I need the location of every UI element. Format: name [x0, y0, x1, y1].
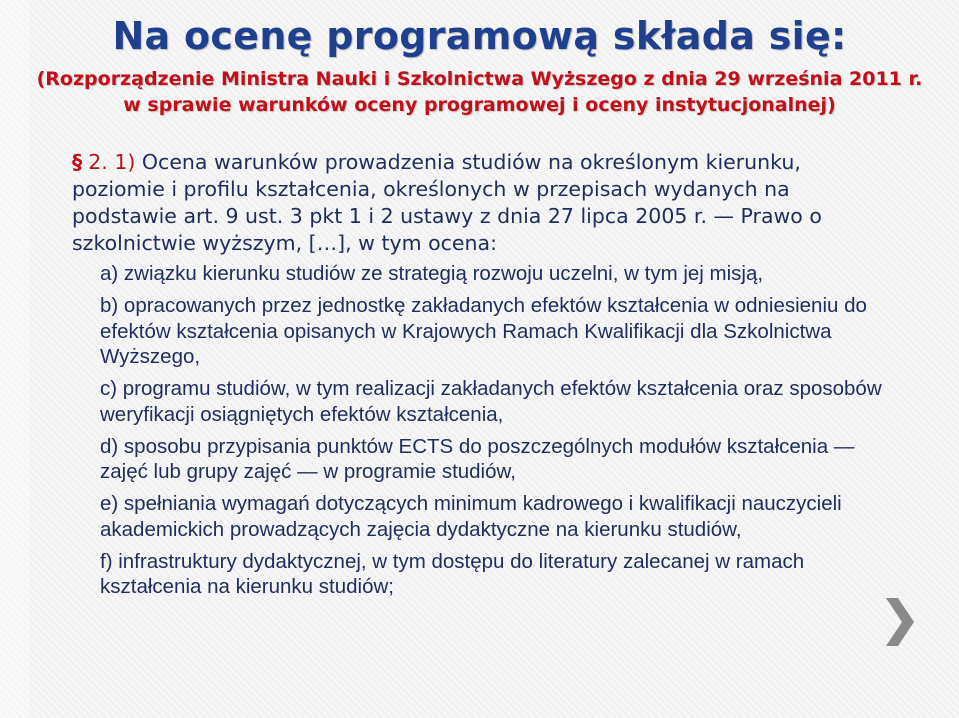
- criteria-list: [100, 261, 882, 600]
- section-number: 2. 1): [88, 150, 136, 174]
- section-sign: §: [72, 150, 83, 174]
- subtitle-line-2: w sprawie warunków oceny programowej i oceny instytucjonalnej): [123, 94, 836, 116]
- intro-text: Ocena warunków prowadzenia studiów na określonym kierunku, poziomie i profilu kształcenia, określonych w przepisach wydanych na podstawie art. 9 ust. 3 pkt 1 i 2 ustawy z dnia 27 lipca 2005 r. — Prawo o szkolnictwie wyższym, […], w tym ocena:: [72, 150, 822, 255]
- intro-paragraph: [72, 149, 882, 257]
- list-item-c: c) programu studiów, w tym realizacji zakładanych efektów kształcenia oraz sposobów weryfikacji osiągniętych efektów kształcenia,: [100, 377, 882, 426]
- list-item-b: b) opracowanych przez jednostkę zakładanych efektów kształcenia w odniesieniu do efektów kształcenia opisanych w Krajowych Ramach Kwalifikacji dla Szkolnictwa Wyższego,: [100, 294, 867, 368]
- list-item-d: d) sposobu przypisania punktów ECTS do poszczególnych modułów kształcenia — zajęć lub grupy zajęć — w programie studiów,: [100, 434, 855, 483]
- slide-title: Na ocenę programową składa się:: [112, 14, 847, 58]
- list-item-a: a) związku kierunku studiów ze strategią rozwoju uczelni, w tym jej misją,: [100, 262, 764, 285]
- list-item-e: e) spełniania wymagań dotyczących minimum kadrowego i kwalifikacji nauczycieli akademickich prowadzących zajęcia dydaktyczne na kierunku studiów,: [100, 492, 842, 541]
- subtitle-line-1: (Rozporządzenie Ministra Nauki i Szkolnictwa Wyższego z dnia 29 września 2011 r.: [36, 68, 923, 90]
- slide-body: [72, 149, 882, 606]
- chevron-right-icon[interactable]: [882, 596, 918, 648]
- list-item-f: f) infrastruktury dydaktycznej, w tym dostępu do literatury zalecanej w ramach kształcenia na kierunku studiów;: [100, 549, 805, 598]
